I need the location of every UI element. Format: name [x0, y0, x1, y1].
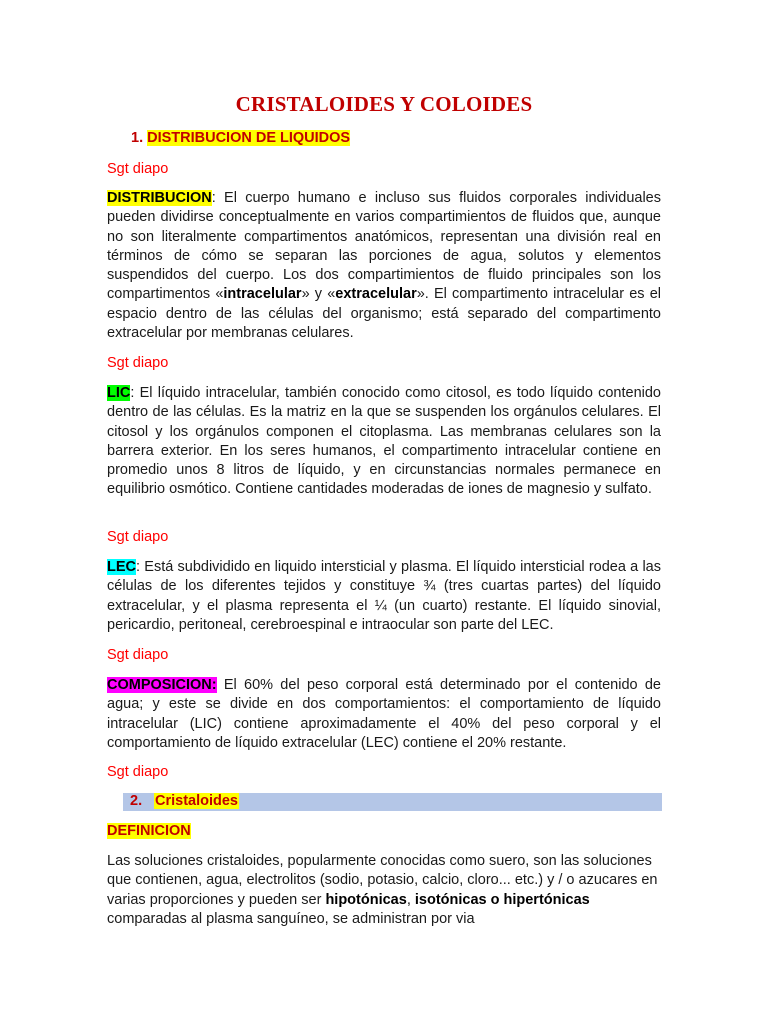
paragraph-distribucion: DISTRIBUCION: El cuerpo humano e incluso sus fluidos corporales individuales pueden dividirse conceptualmente en varios compartimientos de fluidos que, aunque no son literalmente compartimentos anatómicos, representan una división real en términos de cómo se separan las porciones de agua, solutos y elementos suspendidos del cuerpo. Los dos compartimientos de fluido principales son los compartimentos «intracelular» y «extracelular». El compartimento intracelular es el espacio dentro de las células del organismo; está separado del compartimento extracelular por membranas celulares. — [107, 190, 661, 342]
sgt-diapo-1: Sgt diapo — [107, 161, 169, 177]
section-heading-cristaloides — [123, 793, 662, 811]
section-label: DISTRIBUCION DE LIQUIDOS — [147, 130, 351, 146]
section-heading-distribucion — [131, 130, 350, 146]
term-lic: LIC — [107, 385, 131, 401]
sgt-diapo-4: Sgt diapo — [107, 647, 169, 663]
section-number: 1. — [131, 130, 144, 146]
term-composicion: COMPOSICION: — [107, 677, 217, 693]
sgt-diapo-5: Sgt diapo — [107, 764, 169, 780]
term-lec: LEC — [107, 559, 136, 575]
term-distribucion: DISTRIBUCION — [107, 190, 212, 206]
paragraph-composicion: COMPOSICION: El 60% del peso corporal está determinado por el contenido de agua; y este se divide en dos comportamientos: el comportamiento de líquido intracelular (LIC) contiene aproximadamente el 40% del peso corporal y el comportamiento de líquido extracelular (LEC) contiene el 20% restante. — [107, 677, 661, 751]
paragraph-lec: LEC: Está subdividido en liquido intersticial y plasma. El líquido intersticial rodea a las células de los diferentes tejidos y constituye ¾ (tres cuartas partes) del líquido extracelular, y el plasma representa el ¼ (un cuarto) restante. El líquido sinovial, pericardio, peritoneal, cerebroespinal e intraocular son parte del LEC. — [107, 559, 661, 633]
sgt-diapo-3: Sgt diapo — [107, 529, 169, 545]
definicion-heading: DEFINICION — [107, 823, 191, 839]
paragraph-lic: LIC: El líquido intracelular, también conocido como citosol, es todo líquido contenido dentro de las células. Es la matriz en la que se suspenden los orgánulos celulares. El citosol y los orgánulos componen el citoplasma. Las membranas celulares son la barrera exterior. En los seres humanos, el compartimento intracelular contiene en promedio unos 8 litros de líquido, y en circunstancias normales permanece en equilibrio osmótico. Contiene cantidades moderadas de iones de magnesio y sulfato. — [107, 385, 661, 498]
section-number: 2. — [130, 793, 143, 809]
sgt-diapo-2: Sgt diapo — [107, 355, 169, 371]
document-title: CRISTALOIDES Y COLOIDES — [235, 92, 533, 116]
paragraph-cristaloides: Las soluciones cristaloides, popularmente conocidas como suero, son las soluciones que contienen, agua, electrolitos (sodio, potasio, calcio, cloro... etc.) y / o azucares en varias proporciones y pueden ser hipotónicas, isotónicas o hipertónicas comparadas al plasma sanguíneo, se administran por via — [107, 853, 658, 927]
section-label: Cristaloides — [155, 793, 238, 809]
